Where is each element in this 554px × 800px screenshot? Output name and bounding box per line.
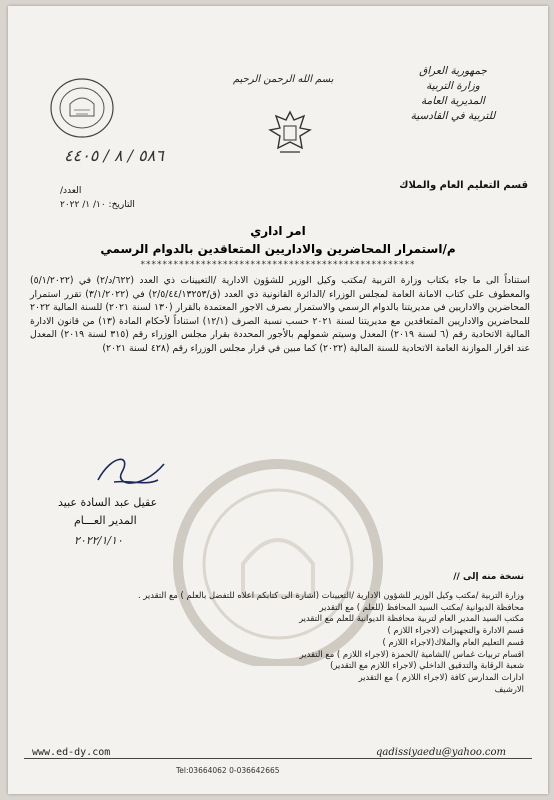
copy-item: اقسام تربيات غماس /الشامية /الحمزة (لاجراء اللازم ) مع التقدير <box>299 648 524 659</box>
signatory-name: عقيل عبد السادة عبيد <box>58 496 158 509</box>
order-subject: م/استمرار المحاضرين والاداريين المتعاقدين بالدوام الرسمي <box>100 242 456 256</box>
order-body: استناداً الى ما جاء بكتاب وزارة التربية /مكتب وكيل الوزير للشؤون الادارية /التعيينات ذي العدد (٦٢٢/د/٢) في (٥/١/٢٠٢٢) والمعطوف على كتاب الامانة العامة لمجلس الوزراء /الدائرة القانونية ذي العدد (ق/٢/٥/٤٤/١٣٢٥٣) في (٣/١/٢٠٢٢) تقرر استمرار المحاضرين والاداريين في مديريتنا بالدوام الرسمي والاستمرار بصرف الاجور المعتمدة بالقرار (١٣٠ لسنة ٢٠٢١) للسنة المالية ٢٠٢٢ للمحاضرين والاداريين المتعاقدين مع مديريتنا لسنة ٢٠٢١ حسب نسبة الصرف (١٢/١) استناداً لأحكام المادة (١٣) من قانون الادارة المالية الاتحادية رقم (٦ لسنة ٢٠١٩) المعدل وسيتم شمولهم بالأجور المحددة بقرار مجلس الوزراء رقم (٣١٥ لسنة ٢٠١٩) المعدل عند اقرار الموازنة العامة الاتحادية للسنة المالية (٢٠٢٢) كما مبين في قرار مجلس الوزراء رقم (٤٢٨ لسنة ٢٠٢١) <box>30 275 531 354</box>
number-label: العدد/ <box>60 186 82 196</box>
header-line-directorate: المديرية العامة <box>421 95 485 107</box>
issuer-header <box>378 64 528 124</box>
header-line-ministry: وزارة التربية <box>426 80 480 92</box>
copy-item: شعبة الرقابة والتدقيق الداخلي (لاجراء اللازم مع التقدير) <box>330 660 524 671</box>
handwritten-reference-number: ٥٨٦ / ٨ / ٤٤٠٥ <box>64 146 164 165</box>
website: www.ed-dy.com <box>32 747 111 758</box>
header-line-governorate: للتربية في القادسية <box>410 110 496 122</box>
copy-item: قسم الادارة والتجهيزات (لاجراء اللازم ) <box>387 625 524 636</box>
email: qadissiyaedu@yahoo.com <box>376 747 506 758</box>
copy-item: قسم التعليم العام والملاك(لاجراء اللازم ) <box>382 636 524 647</box>
document-page <box>8 6 548 794</box>
copy-item: الارشيف <box>494 683 524 694</box>
footer-divider <box>24 758 532 759</box>
order-title: امر اداري <box>250 224 306 238</box>
signature-icon <box>92 450 172 500</box>
signatory-title: المدير العـــام <box>74 514 137 527</box>
date-label: التاريخ: ١٠/ ١/ ٢٠٢٢ <box>60 200 135 210</box>
iraq-emblem-icon <box>266 108 314 162</box>
copy-item: وزارة التربية /مكتب وكيل الوزير للشؤون الادارية /التعيينات (اشارة الى كتابكم اعلاه للتفضل بالعلم ) مع التقدير . <box>137 590 524 600</box>
copies-label: نسخة منه إلى // <box>453 572 524 582</box>
copy-item: محافظة الديوانية /مكتب السيد المحافظ (للعلم ) مع التقدير <box>319 601 524 612</box>
separator: ************************************************** <box>140 260 416 270</box>
phone-number: Tel:03664062 0-036642665 <box>176 766 280 775</box>
copy-item: مكتب السيد المدير العام لتربية محافظة الديوانية للعلم مع التقدير <box>299 613 524 624</box>
header-line-country: جمهورية العراق <box>419 65 487 77</box>
ministry-logo-icon <box>48 76 116 144</box>
copy-item: ادارات المدارس كافة (لاجراء اللازم ) مع التقدير <box>358 671 524 682</box>
signature-date: ٢٠٢٢/١/١٠ <box>74 534 123 547</box>
basmala: بسم الله الرحمن الرحيم <box>233 74 334 85</box>
department-name: قسم التعليم العام والملاك <box>399 180 528 191</box>
copies-list <box>44 590 524 695</box>
